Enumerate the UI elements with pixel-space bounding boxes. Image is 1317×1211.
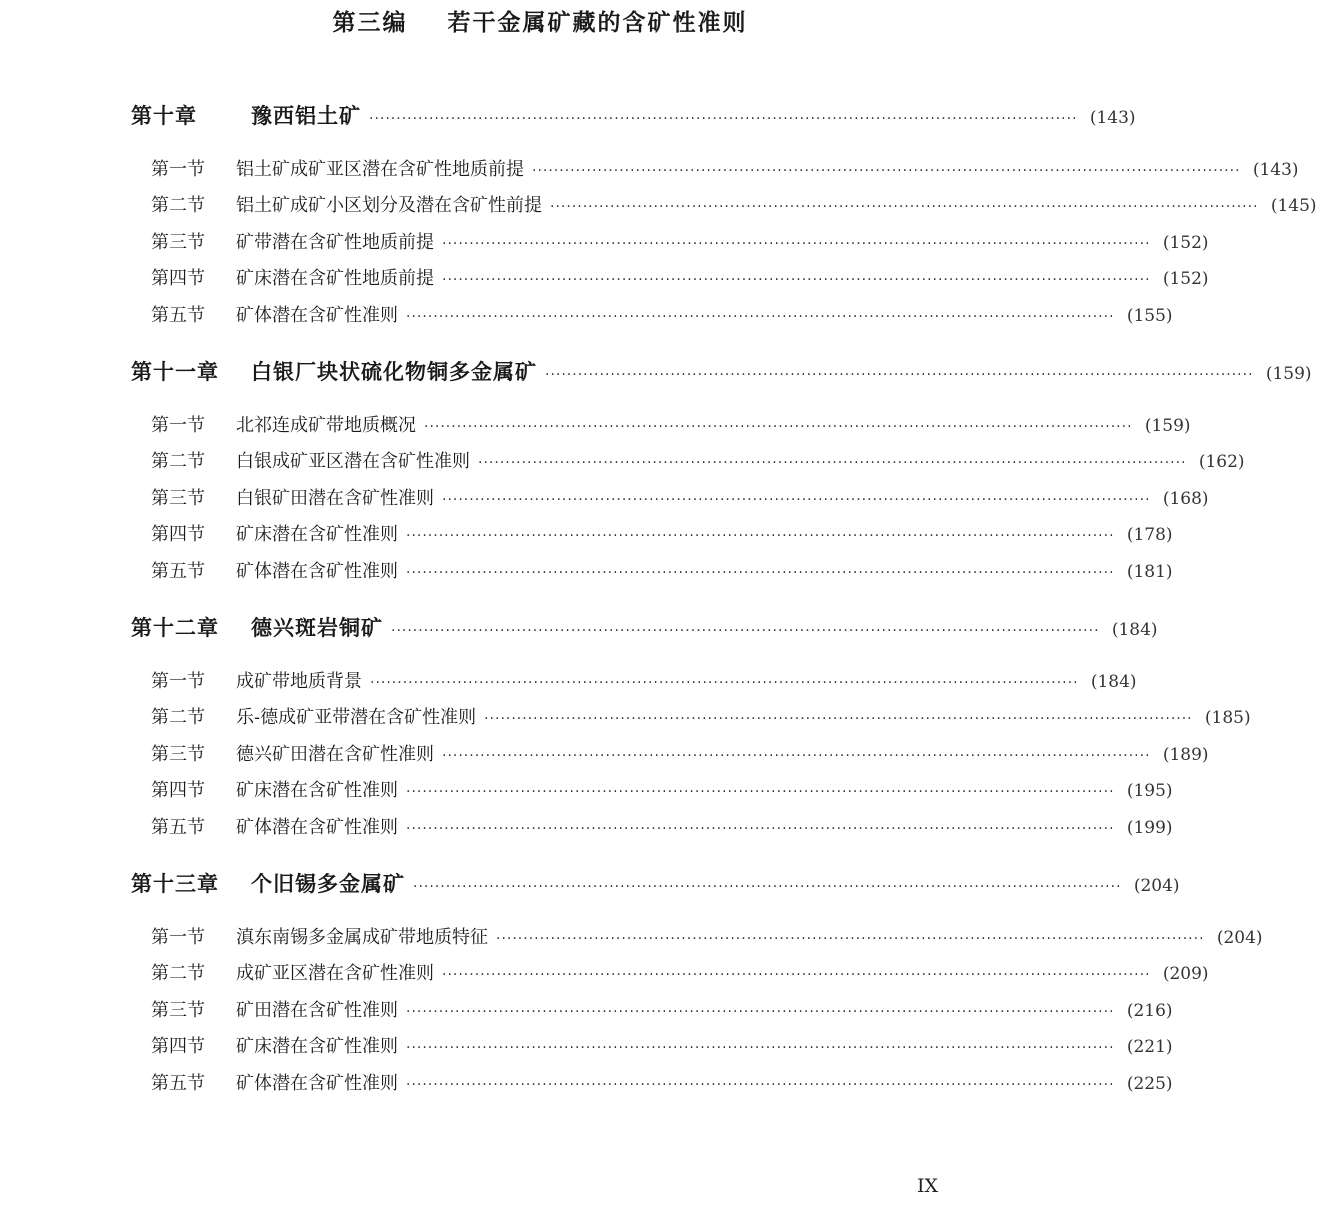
- dot-leader: ··································································································································: [442, 967, 1151, 983]
- page-number: (225): [1126, 1074, 1173, 1094]
- dot-leader: ··································································································································: [391, 623, 1100, 639]
- toc-chapter-row[interactable]: [0, 356, 1312, 386]
- section-title: 乐-德成矿亚带潜在含矿性准则: [236, 707, 477, 728]
- section-title: 铝土矿成矿亚区潜在含矿性地质前提: [236, 159, 524, 180]
- section-label: 第一节: [151, 159, 205, 180]
- section-label: 第三节: [151, 1000, 205, 1021]
- chapter-label: 第十一章: [131, 360, 219, 384]
- page-number: (204): [1216, 928, 1263, 948]
- page-number: (155): [1126, 306, 1173, 326]
- dot-leader: ··································································································································: [442, 492, 1151, 508]
- section-label: 第一节: [151, 671, 205, 692]
- section-title: 白银成矿亚区潜在含矿性准则: [236, 451, 470, 472]
- toc-section-row[interactable]: [0, 191, 1317, 221]
- page-number: (189): [1162, 745, 1209, 765]
- page-number: (221): [1126, 1037, 1173, 1057]
- section-title: 矿体潜在含矿性准则: [236, 561, 398, 582]
- dot-leader: ··································································································································: [406, 821, 1115, 837]
- toc-section-row[interactable]: [0, 155, 1299, 185]
- toc-section-row[interactable]: [0, 301, 1173, 331]
- chapter-label: 第十三章: [131, 872, 219, 896]
- toc-section-row[interactable]: [0, 557, 1173, 587]
- dot-leader: ··································································································································: [545, 367, 1254, 383]
- section-title: 德兴矿田潜在含矿性准则: [236, 744, 434, 765]
- section-title: 白银矿田潜在含矿性准则: [236, 488, 434, 509]
- page-number: (159): [1265, 364, 1312, 384]
- page-number: (152): [1162, 233, 1209, 253]
- toc-section-row[interactable]: [0, 776, 1173, 806]
- page-number: (184): [1111, 620, 1158, 640]
- dot-leader: ··································································································································: [496, 931, 1205, 947]
- page-number: (216): [1126, 1001, 1173, 1021]
- dot-leader: ··································································································································: [442, 748, 1151, 764]
- dot-leader: ··································································································································: [406, 784, 1115, 800]
- page-number: (199): [1126, 818, 1173, 838]
- page-number: (162): [1198, 452, 1245, 472]
- page-number: (181): [1126, 562, 1173, 582]
- page-number: (184): [1090, 672, 1137, 692]
- page-number: (204): [1133, 876, 1180, 896]
- page-number: (209): [1162, 964, 1209, 984]
- section-label: 第二节: [151, 451, 205, 472]
- page-number: (195): [1126, 781, 1173, 801]
- dot-leader: ··································································································································: [550, 199, 1259, 215]
- chapter-title: 豫西铝土矿: [251, 104, 361, 128]
- section-title: 矿田潜在含矿性准则: [236, 1000, 398, 1021]
- section-title: 矿床潜在含矿性准则: [236, 780, 398, 801]
- section-label: 第二节: [151, 195, 205, 216]
- toc-section-row[interactable]: [0, 411, 1191, 441]
- section-label: 第一节: [151, 415, 205, 436]
- toc-section-row[interactable]: [0, 520, 1173, 550]
- dot-leader: ··································································································································: [406, 309, 1115, 325]
- toc-section-row[interactable]: [0, 228, 1209, 258]
- section-title: 矿体潜在含矿性准则: [236, 1073, 398, 1094]
- chapter-label: 第十二章: [131, 616, 219, 640]
- section-title: 滇东南锡多金属成矿带地质特征: [236, 927, 488, 948]
- section-title: 成矿亚区潜在含矿性准则: [236, 963, 434, 984]
- section-label: 第四节: [151, 780, 205, 801]
- section-title: 矿体潜在含矿性准则: [236, 817, 398, 838]
- chapter-label: 第十章: [131, 104, 197, 128]
- part-title: 第三编 若干金属矿藏的含矿性准则: [332, 10, 748, 36]
- section-title: 成矿带地质背景: [236, 671, 362, 692]
- section-title: 矿床潜在含矿性准则: [236, 524, 398, 545]
- section-label: 第四节: [151, 1036, 205, 1057]
- toc-section-row[interactable]: [0, 740, 1209, 770]
- dot-leader: ··································································································································: [406, 1004, 1115, 1020]
- dot-leader: ··································································································································: [532, 163, 1241, 179]
- page-number: (143): [1252, 160, 1299, 180]
- toc-section-row[interactable]: [0, 484, 1209, 514]
- dot-leader: ··································································································································: [369, 111, 1078, 127]
- dot-leader: ··································································································································: [406, 528, 1115, 544]
- section-label: 第二节: [151, 707, 205, 728]
- section-label: 第四节: [151, 524, 205, 545]
- dot-leader: ··································································································································: [484, 711, 1193, 727]
- toc-chapter-row[interactable]: [0, 100, 1136, 130]
- dot-leader: ··································································································································: [406, 1077, 1115, 1093]
- page-number: (159): [1144, 416, 1191, 436]
- dot-leader: ··································································································································: [424, 419, 1133, 435]
- section-label: 第五节: [151, 561, 205, 582]
- dot-leader: ··································································································································: [413, 879, 1122, 895]
- chapter-title: 个旧锡多金属矿: [251, 872, 405, 896]
- toc-section-row[interactable]: [0, 703, 1251, 733]
- section-title: 矿床潜在含矿性地质前提: [236, 268, 434, 289]
- section-label: 第一节: [151, 927, 205, 948]
- page-number: (168): [1162, 489, 1209, 509]
- section-label: 第五节: [151, 305, 205, 326]
- section-label: 第五节: [151, 817, 205, 838]
- toc-section-row[interactable]: [0, 813, 1173, 843]
- toc-section-row[interactable]: [0, 1032, 1173, 1062]
- page-folio: IX: [917, 1175, 939, 1197]
- toc-chapter-row[interactable]: [0, 612, 1158, 642]
- toc-section-row[interactable]: [0, 923, 1263, 953]
- toc-section-row[interactable]: [0, 959, 1209, 989]
- section-label: 第三节: [151, 744, 205, 765]
- toc-section-row[interactable]: [0, 447, 1245, 477]
- chapter-title: 德兴斑岩铜矿: [251, 616, 383, 640]
- page-number: (152): [1162, 269, 1209, 289]
- toc-section-row[interactable]: [0, 667, 1137, 697]
- section-label: 第三节: [151, 232, 205, 253]
- section-title: 矿床潜在含矿性准则: [236, 1036, 398, 1057]
- section-label: 第三节: [151, 488, 205, 509]
- section-label: 第四节: [151, 268, 205, 289]
- dot-leader: ··································································································································: [370, 675, 1079, 691]
- dot-leader: ··································································································································: [406, 565, 1115, 581]
- dot-leader: ··································································································································: [442, 236, 1151, 252]
- page-number: (178): [1126, 525, 1173, 545]
- toc-chapter-row[interactable]: [0, 868, 1180, 898]
- dot-leader: ··································································································································: [442, 272, 1151, 288]
- section-label: 第二节: [151, 963, 205, 984]
- section-title: 矿体潜在含矿性准则: [236, 305, 398, 326]
- section-title: 北祁连成矿带地质概况: [236, 415, 416, 436]
- section-label: 第五节: [151, 1073, 205, 1094]
- page-number: (145): [1270, 196, 1317, 216]
- chapter-title: 白银厂块状硫化物铜多金属矿: [251, 360, 537, 384]
- section-title: 矿带潜在含矿性地质前提: [236, 232, 434, 253]
- toc-section-row[interactable]: [0, 996, 1173, 1026]
- page-number: (185): [1204, 708, 1251, 728]
- dot-leader: ··································································································································: [406, 1040, 1115, 1056]
- page-number: (143): [1089, 108, 1136, 128]
- toc-section-row[interactable]: [0, 1069, 1173, 1099]
- toc-section-row[interactable]: [0, 264, 1209, 294]
- dot-leader: ··································································································································: [478, 455, 1187, 471]
- section-title: 铝土矿成矿小区划分及潜在含矿性前提: [236, 195, 542, 216]
